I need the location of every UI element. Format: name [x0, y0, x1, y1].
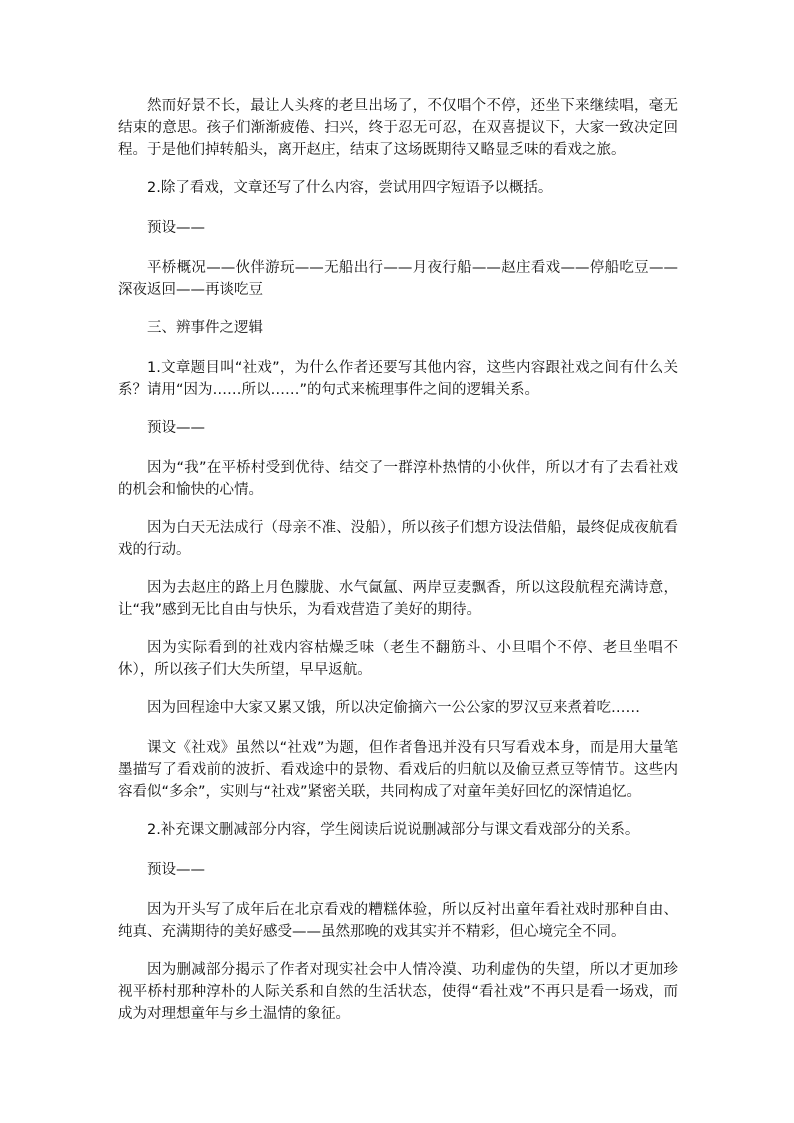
because-so-paragraph-2: 因为白天无法成行（母亲不准、没船），所以孩子们想方设法借船，最终促成夜航看戏的行动。: [118, 520, 678, 558]
because-so-paragraph-5: 因为回程途中大家又累又饿，所以决定偷摘六一公公家的罗汉豆来煮着吃……: [147, 700, 640, 716]
paragraph-ending-of-opera: 然而好景不长，最让人头疼的老旦出场了，不仅唱个不停，还坐下来继续唱，毫无结束的意思。孩子们渐渐疲倦、扫兴，终于忍无可忍，在双喜提议下，大家一致决定回程。于是他们掉转船头，离开赵庄，结束了这场既期待又略显乏味的看戏之旅。: [118, 98, 678, 158]
deleted-part-paragraph-1: 因为开头写了成年后在北京看戏的糟糕体验，所以反衬出童年看社戏时那种自由、纯真、充满期待的美好感受——虽然那晚的戏其实并不精彩，但心境完全不同。: [118, 902, 678, 940]
deleted-part-paragraph-2: 因为删减部分揭示了作者对现实社会中人情冷漠、功利虚伪的失望，所以才更加珍视平桥村那种淳朴的人际关系和自然的生活状态，使得“看社戏”不再只是看一场戏，而成为对理想童年与乡土温情的象征。: [118, 962, 678, 1022]
because-so-paragraph-1: 因为“我”在平桥村受到优待、结交了一群淳朴热情的小伙伴，所以才有了去看社戏的机会和愉快的心情。: [118, 460, 678, 498]
question-1-logic: 1.文章题目叫“社戏”，为什么作者还要写其他内容，这些内容跟社戏之间有什么关系？请用“因为……所以……”的句式来梳理事件之间的逻辑关系。: [118, 360, 678, 398]
question-2-deleted-part: 2.补充课文删减部分内容，学生阅读后说说删减部分与课文看戏部分的关系。: [147, 822, 640, 838]
summary-paragraph: 课文《社戏》虽然以“社戏”为题，但作者鲁迅并没有只写看戏本身，而是用大量笔墨描写了看戏前的波折、看戏途中的景物、看戏后的归航以及偷豆煮豆等情节。这些内容看似“多余”，实则与“社戏”紧密关联，共同构成了对童年美好回忆的深情追忆。: [118, 740, 678, 800]
preset-label: 预设——: [147, 220, 205, 236]
preset-label: 预设——: [147, 420, 205, 436]
because-so-paragraph-4: 因为实际看到的社戏内容枯燥乏味（老生不翻筋斗、小旦唱个不停、老旦坐唱不休），所以孩子们大失所望，早早返航。: [118, 640, 678, 678]
section-heading-logic: 三、辨事件之逻辑: [147, 320, 263, 336]
four-character-summary: 平桥概况——伙伴游玩——无船出行——月夜行船——赵庄看戏——停船吃豆——深夜返回——再谈吃豆: [118, 260, 678, 298]
because-so-paragraph-3: 因为去赵庄的路上月色朦胧、水气氤氲、两岸豆麦飘香，所以这段航程充满诗意，让“我”感到无比自由与快乐，为看戏营造了美好的期待。: [118, 580, 678, 618]
preset-label: 预设——: [147, 862, 205, 878]
question-2-content-summary: 2.除了看戏，文章还写了什么内容，尝试用四字短语予以概括。: [147, 180, 553, 196]
